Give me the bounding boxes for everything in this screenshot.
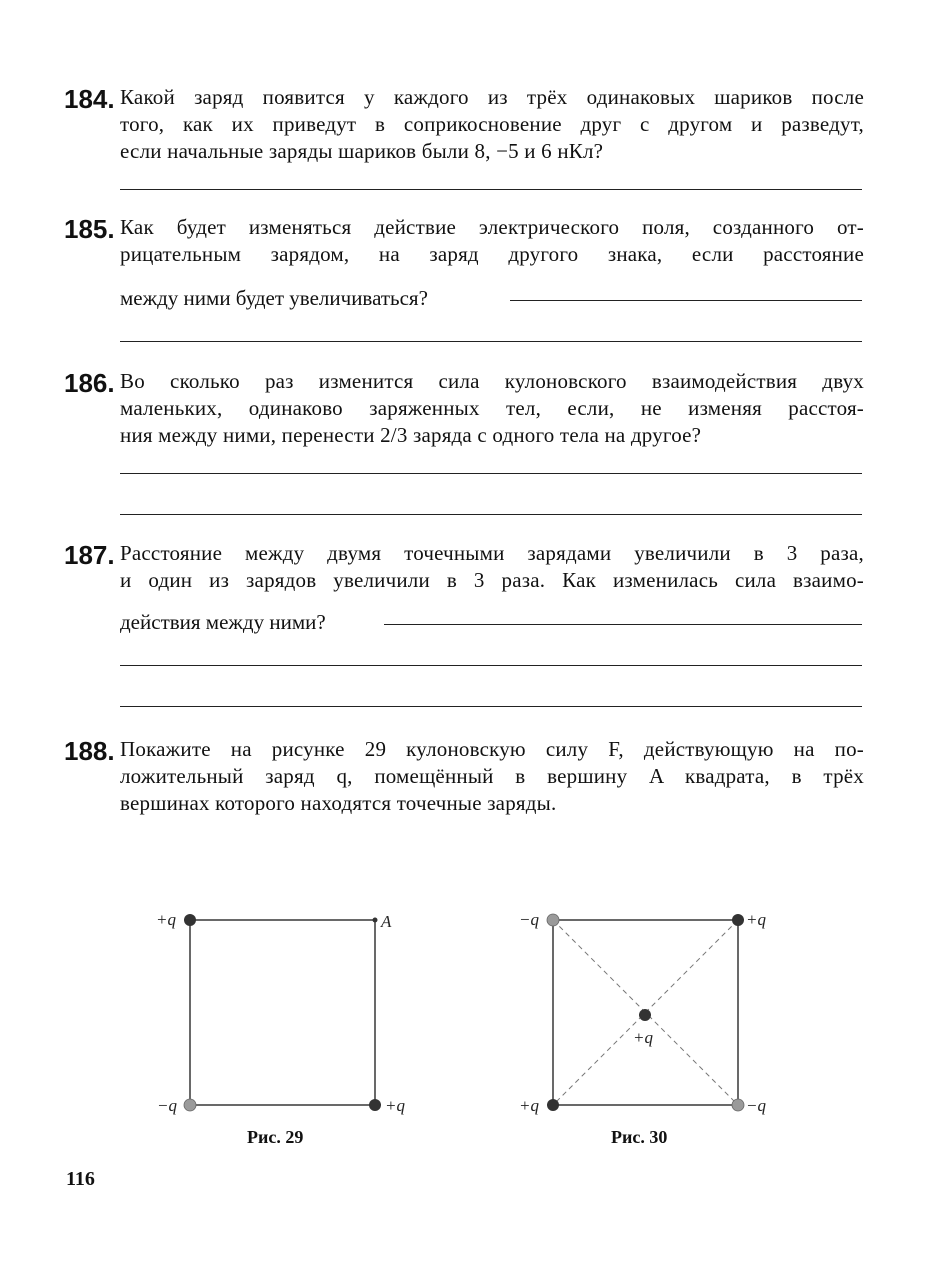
figure-caption: Рис. 29 <box>247 1127 304 1147</box>
text-line: Как будет изменяться действие электрического поля, созданного от- <box>120 215 864 239</box>
problem-text <box>120 368 864 449</box>
text-line: Во сколько раз изменится сила кулоновского взаимодействия двух <box>120 369 864 393</box>
problem-number: 188. <box>64 736 115 766</box>
charge-label: +q <box>746 910 766 929</box>
text-line: Какой заряд появится у каждого из трёх одинаковых шариков после <box>120 85 864 109</box>
text-line: Расстояние между двумя точечными зарядами увеличили в 3 раза, <box>120 541 864 565</box>
problem-number: 184. <box>64 84 115 114</box>
answer-line[interactable] <box>120 665 862 666</box>
charge-label: +q <box>633 1028 653 1047</box>
text-line: и один из зарядов увеличили в 3 раза. Как изменилась сила взаимо- <box>120 568 864 592</box>
problem-text <box>120 84 864 165</box>
positive-charge <box>639 1009 651 1021</box>
problem-text <box>120 214 864 268</box>
answer-line[interactable] <box>120 706 862 707</box>
text-line: того, как их приведут в соприкосновение друг с другом и разведут, <box>120 112 864 136</box>
text-line: Покажите на рисунке 29 кулоновскую силу F, действующую на по- <box>120 737 864 761</box>
positive-charge <box>732 914 744 926</box>
vertex-label: A <box>381 912 392 931</box>
charge-label: −q <box>746 1096 766 1115</box>
charge-label: −q <box>519 910 539 929</box>
positive-charge <box>369 1099 381 1111</box>
charge-label: +q <box>519 1096 539 1115</box>
problem-text <box>120 736 864 817</box>
figure-caption: Рис. 30 <box>611 1127 668 1147</box>
positive-charge <box>547 1099 559 1111</box>
text-line: если начальные заряды шариков были 8, −5 и 6 нКл? <box>120 139 604 163</box>
text-line: вершинах которого находятся точечные заряды. <box>120 791 557 815</box>
text-line: ложительный заряд q, помещённый в вершину A квадрата, в трёх <box>120 764 864 788</box>
charge-label: +q <box>156 910 176 929</box>
text-line: маленьких, одинаково заряженных тел, если, не изменяя расстоя- <box>120 396 864 420</box>
answer-line[interactable] <box>120 473 862 474</box>
answer-line[interactable] <box>120 189 862 190</box>
answer-line[interactable] <box>384 624 862 625</box>
problem-number: 185. <box>64 214 115 244</box>
text-line: ния между ними, перенести 2/3 заряда с одного тела на другое? <box>120 423 702 447</box>
answer-line[interactable] <box>510 300 862 301</box>
problem-number: 187. <box>64 540 115 570</box>
figure-30 <box>500 900 800 1130</box>
problem-text <box>120 540 864 594</box>
answer-line[interactable] <box>120 341 862 342</box>
negative-charge <box>547 914 559 926</box>
charge-label: −q <box>157 1096 177 1115</box>
problem-number: 186. <box>64 368 115 398</box>
figure-29 <box>140 900 440 1130</box>
page-number: 116 <box>66 1168 95 1190</box>
vertex-a-point <box>373 918 378 923</box>
negative-charge <box>184 1099 196 1111</box>
answer-line[interactable] <box>120 514 862 515</box>
text-line: рицательным зарядом, на заряд другого знака, если расстояние <box>120 242 864 266</box>
problem-text-inline: действия между ними? <box>120 610 326 634</box>
negative-charge <box>732 1099 744 1111</box>
square-outline <box>190 920 375 1105</box>
positive-charge <box>184 914 196 926</box>
problem-text-inline: между ними будет увеличиваться? <box>120 286 428 310</box>
charge-label: +q <box>385 1096 405 1115</box>
